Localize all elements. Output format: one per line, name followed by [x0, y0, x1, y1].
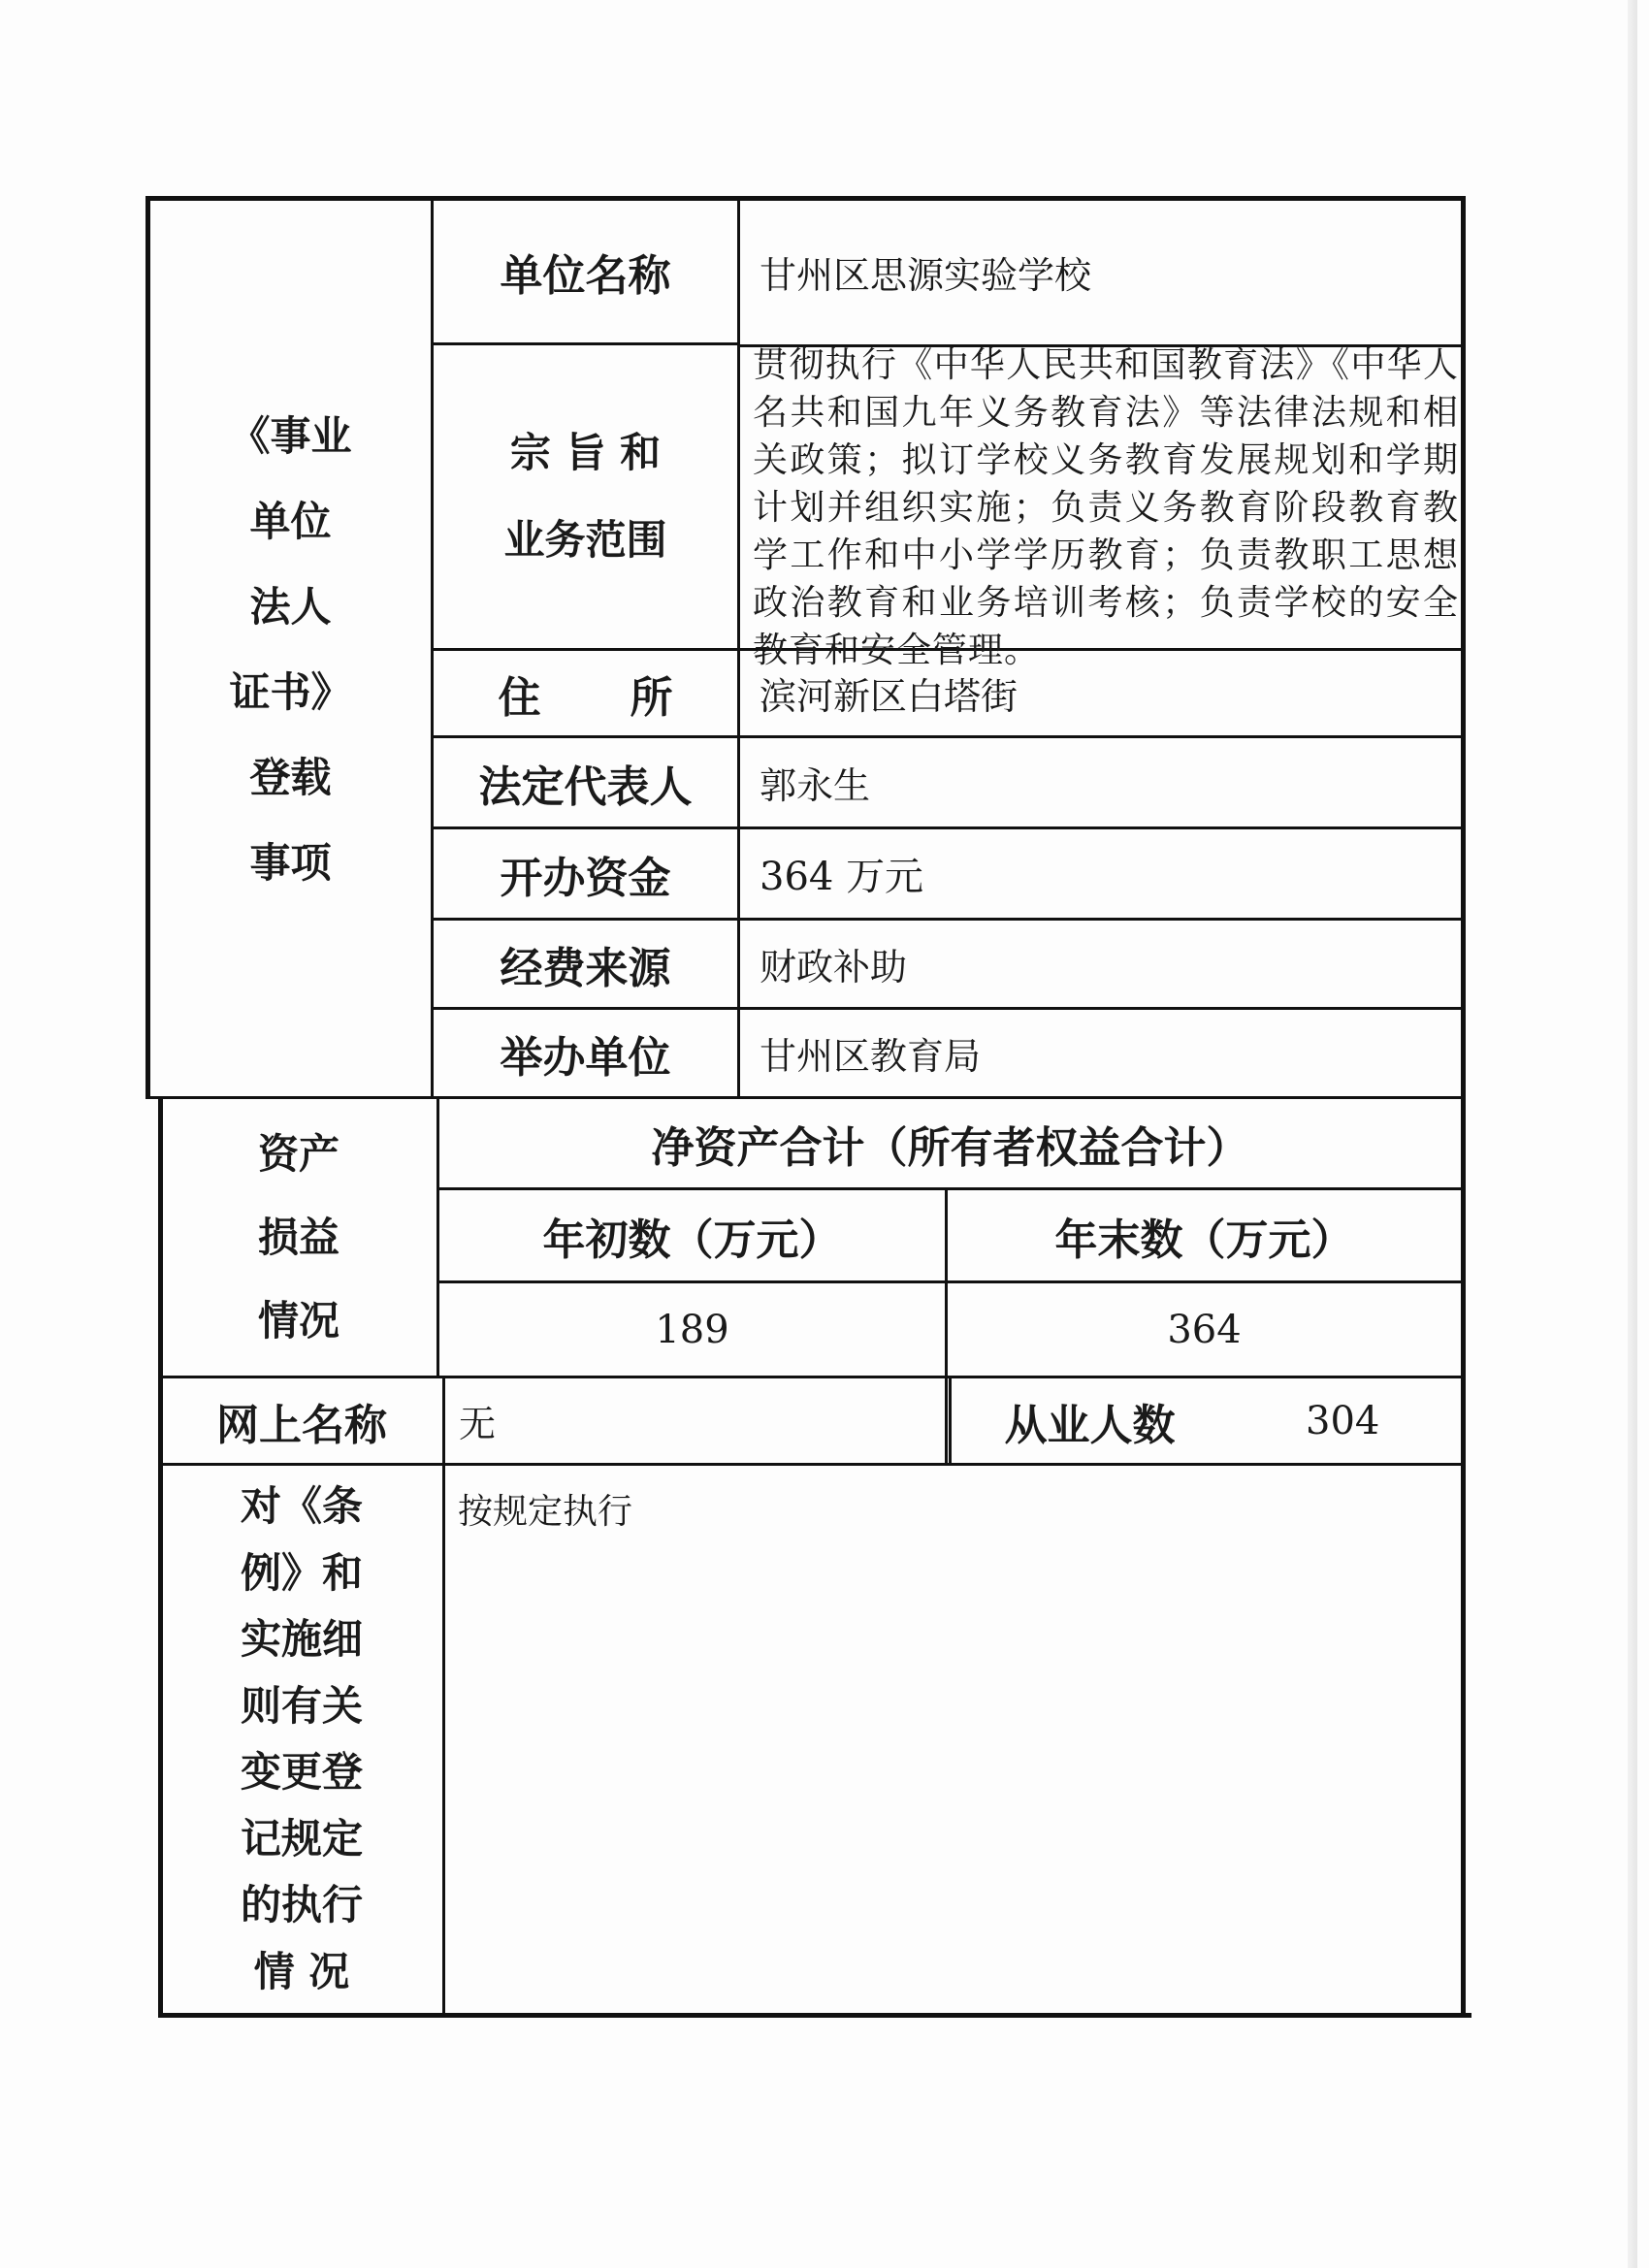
- purpose-label: 宗 旨 和 业务范围: [503, 428, 667, 564]
- funding-label: 经费来源: [500, 943, 671, 993]
- purpose-value: 贯彻执行《中华人民共和国教育法》《中华人名共和国九年义务教育法》等法律法规和相关政策；拟订学校义务教育发展规划和学期计划并组织实施；负责义务教育阶段教育教学工作和中小学学历教育；负责教职工思想政治教育和业务培训考核；负责学校的安全教育和安全管理。: [753, 345, 1459, 670]
- sponsor-value: 甘州区教育局: [760, 1035, 982, 1078]
- table-border-right: [1461, 196, 1466, 2018]
- capital-value: 364 万元: [760, 855, 924, 899]
- start-year-value: 189: [655, 1307, 729, 1352]
- table-border-bottom: [160, 2013, 1471, 2018]
- funding-value: 财政补助: [760, 946, 908, 988]
- divider-lower: [442, 1377, 445, 2018]
- staff-count-label: 从业人数: [1004, 1400, 1176, 1450]
- legal-rep-label: 法定代表人: [478, 761, 693, 812]
- capital-label: 开办资金: [500, 853, 671, 903]
- staff-count-value: 304: [1306, 1398, 1380, 1443]
- assets-label: 资产 损益 情况: [257, 1129, 340, 1345]
- scan-edge: [1628, 0, 1637, 2268]
- unit-name-value: 甘州区思源实验学校: [760, 253, 1092, 297]
- address-value: 滨河新区白塔街: [760, 675, 1018, 718]
- start-year-label: 年初数（万元）: [542, 1215, 842, 1265]
- net-assets-header: 净资产合计（所有者权益合计）: [651, 1122, 1249, 1173]
- regulation-value: 按规定执行: [458, 1492, 633, 1532]
- online-name-value: 无: [459, 1403, 497, 1445]
- section-label: 《事业 单位 法人 证书》 登载 事项: [229, 412, 352, 887]
- address-label: 住 所: [498, 672, 673, 723]
- end-year-value: 364: [1167, 1307, 1242, 1352]
- sponsor-label: 举办单位: [500, 1032, 671, 1083]
- unit-name-label: 单位名称: [500, 251, 671, 301]
- online-name-label: 网上名称: [216, 1400, 387, 1450]
- legal-rep-value: 郭永生: [760, 764, 871, 807]
- end-year-label: 年末数（万元）: [1054, 1215, 1354, 1265]
- regulation-label: 对《条 例》和 实施细 则有关 变更登 记规定 的执行 情 况: [240, 1482, 363, 1995]
